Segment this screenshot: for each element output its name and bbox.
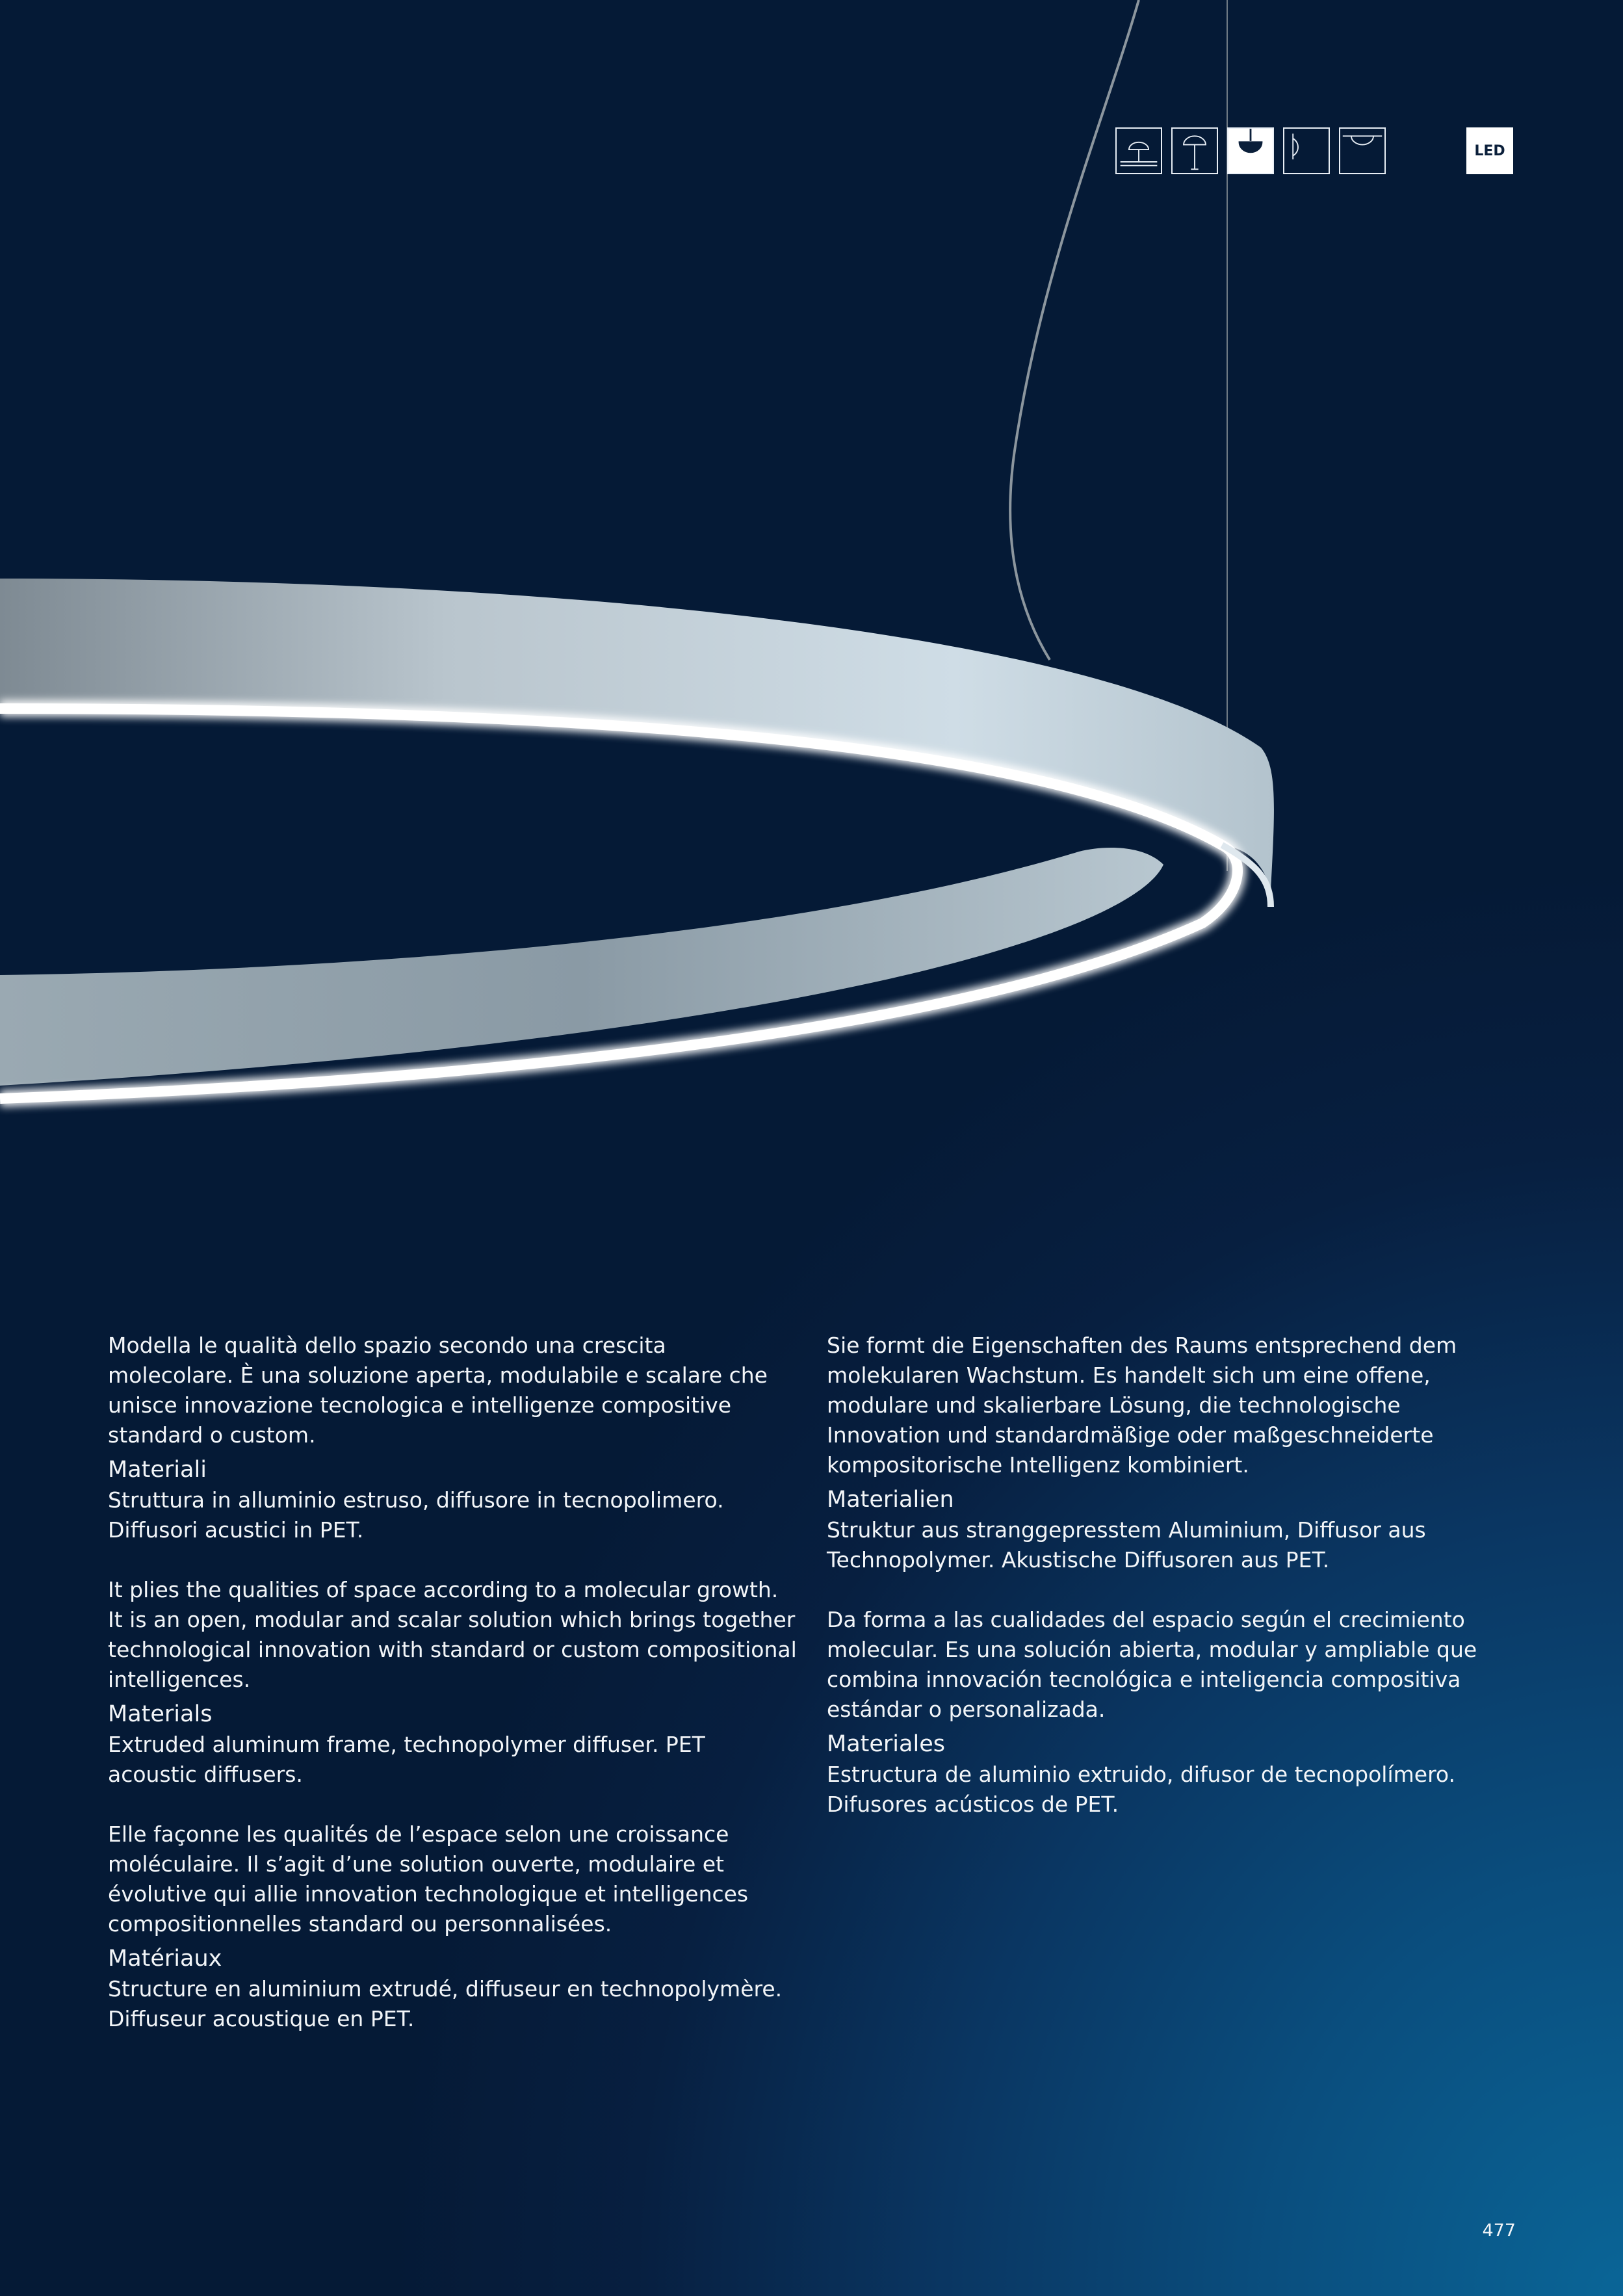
french-description: Elle façonne les qualités de l’espace selon une croissance moléculaire. Il s’agit d’une solution ouverte, modulaire et évolutive qui allie innovation technologique et intelligences compositionnelles standard ou personnalisées. [108,1821,749,1937]
italian-materials: Struttura in alluminio estruso, diffusore in tecnopolimero. Diffusori acustici in PET. [108,1487,724,1543]
english-description: It plies the qualities of space according to a molecular growth. It is an open, modular and scalar solution which brings together technological innovation with standard or custom compositional intelligences. [108,1577,797,1692]
french-materials: Structure en aluminium extrudé, diffuseur en technopolymère. Diffuseur acoustique en PET. [108,1976,783,2031]
german-materials: Struktur aus stranggepresstem Aluminium, Diffusor aus Technopolymer. Akustische Diffusoren aus PET. [827,1517,1426,1572]
english-materials-heading: Materials [108,1701,213,1727]
page-number: 477 [1482,2221,1516,2241]
italian-materials-heading: Materiali [108,1457,207,1483]
spanish-materials: Estructura de aluminio extruido, difusor de tecnopolímero. Difusores acústicos de PET. [827,1762,1456,1817]
text-column-left [108,1331,797,2034]
italian-description: Modella le qualità dello spazio secondo una crescita molecolare. È una soluzione aperta, modulabile e scalare che unisce innovazione tecnologica e intelligenze compositive standard o custom. [108,1333,768,1448]
led-badge: LED [1466,127,1513,174]
german-materials-heading: Materialien [827,1487,954,1513]
suspension-icon [1227,127,1274,174]
recessed-icon [1339,127,1386,174]
ring-inner-band [0,848,1163,1086]
ceiling-icon [1115,127,1162,174]
wall-icon [1283,127,1330,174]
french-materials-heading: Matériaux [108,1946,222,1972]
spanish-description: Da forma a las cualidades del espacio según el crecimiento molecular. Es una solución abierta, modular y ampliable que combina innovación tecnológica e inteligencia compositiva estándar o personalizada. [827,1607,1477,1722]
text-column-right [827,1331,1516,1820]
english-materials: Extruded aluminum frame, technopolymer diffuser. PET acoustic diffusers. [108,1732,705,1787]
floor-icon [1171,127,1218,174]
german-description: Sie formt die Eigenschaften des Raums entsprechend dem molekularen Wachstum. Es handelt sich um eine offene, modulare und skalierbare Lösung, die technologische Innovation und standardmäßige oder maßgeschneiderte kompositorische Intelligenz kombiniert. [827,1333,1457,1478]
suspension-cable [1010,0,1139,660]
spanish-materials-heading: Materiales [827,1731,945,1757]
